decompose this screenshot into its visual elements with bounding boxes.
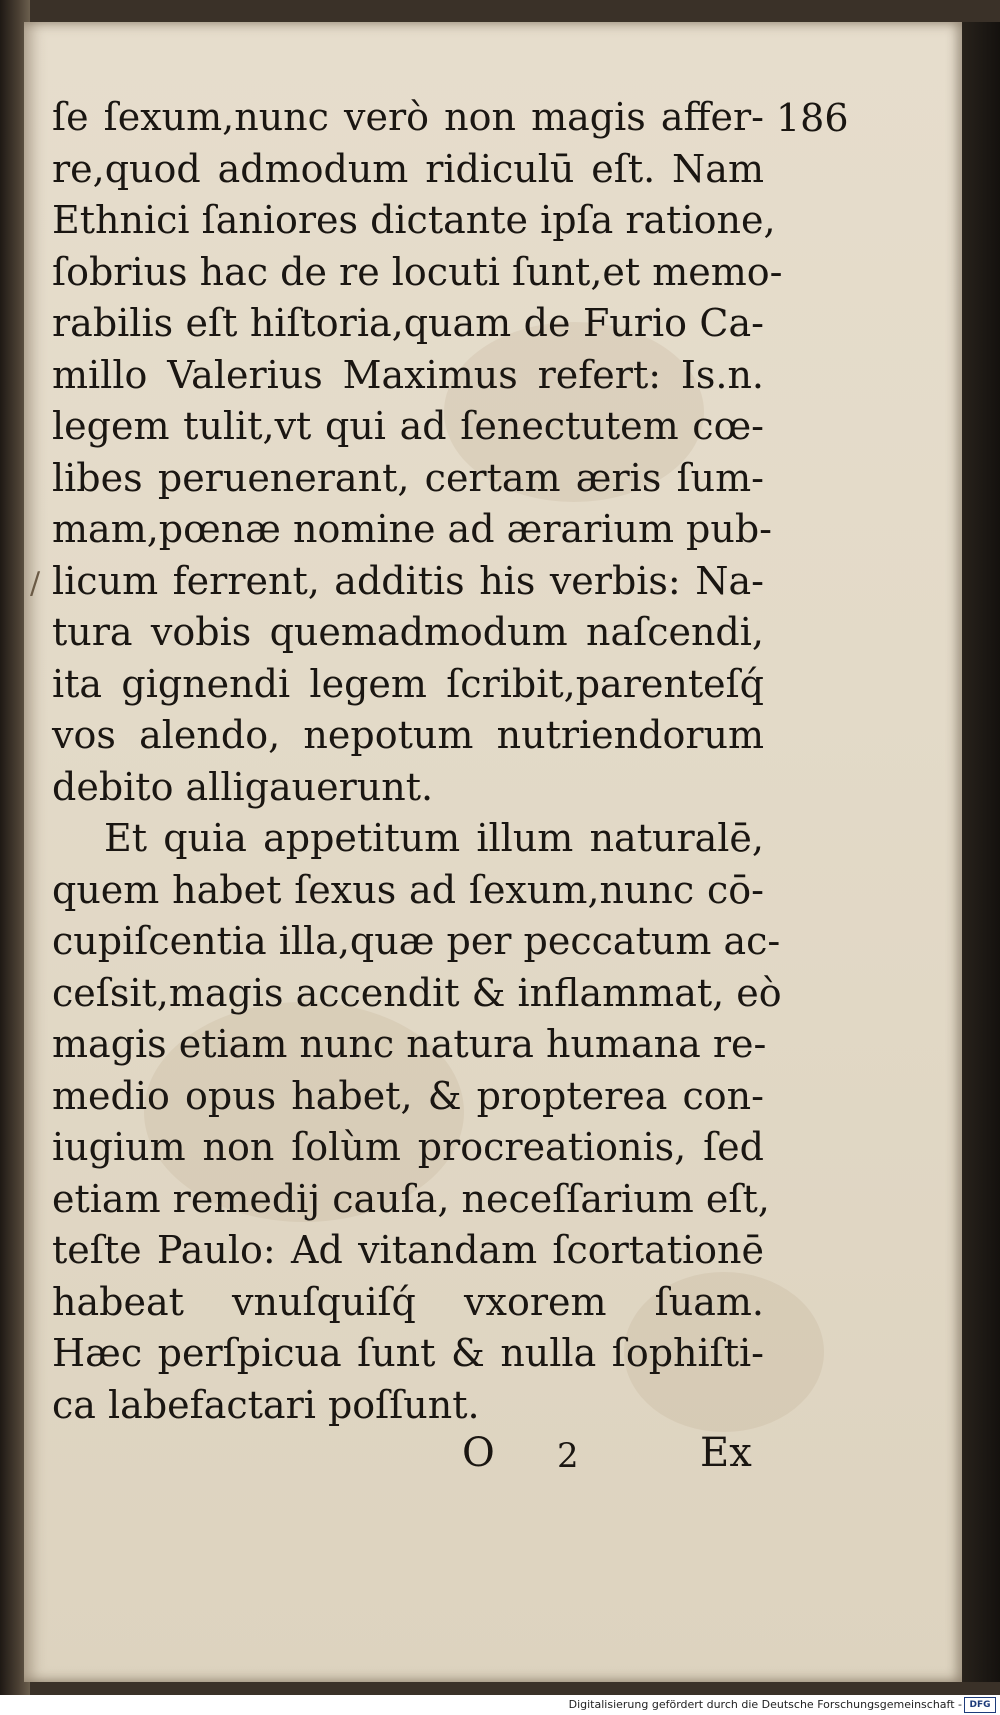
margin-mark: / — [30, 566, 41, 601]
text-line: Ethnici ſaniores dictante ipſa ratione, — [52, 198, 776, 242]
footer-credit: Digitalisierung gefördert durch die Deutsche Forschungsgemeinschaft - — [568, 1698, 962, 1711]
text-line: teſte Paulo: Ad vitandam ſcortationē — [52, 1228, 764, 1272]
signature-number: 2 — [557, 1436, 579, 1476]
text-line: rabilis eſt hiſtoria,quam de Furio Ca- — [52, 301, 764, 345]
book-right-edge — [958, 22, 1000, 1682]
text-line: ca labefactari poſſunt. — [52, 1382, 480, 1427]
text-line: licum ferrent, additis his verbis: Na- — [52, 558, 764, 603]
text-line: vos alendo, nepotum nutriendorum — [52, 713, 764, 757]
text-line: debito alligauerunt. — [52, 764, 434, 809]
signature-mark: O — [462, 1430, 495, 1476]
text-line: libes peruenerant, certam æris ſum- — [52, 455, 764, 500]
body-text — [52, 92, 783, 1431]
text-line: tura vobis quemadmodum naſcendi, — [52, 610, 764, 654]
text-line: legem tulit,vt qui ad ſenectutem cœ- — [52, 404, 764, 448]
page-number: 186 — [776, 96, 849, 140]
text-line: ſobrius hac de re locuti ſunt,et memo- — [52, 249, 783, 294]
catchword: Ex — [700, 1430, 752, 1476]
text-line: ita gignendi legem ſcribit,parenteſq́ — [52, 661, 764, 706]
text-line: habeat vnuſquiſq́ vxorem ſuam. — [52, 1279, 764, 1324]
text-line: Hæc perſpicua ſunt & nulla ſophiſti- — [52, 1331, 764, 1375]
text-line: etiam remedij cauſa, neceſſarium eſt, — [52, 1176, 770, 1221]
text-line: magis etiam nunc natura humana re- — [52, 1022, 767, 1066]
text-line: mam,pœnæ nomine ad ærarium pub- — [52, 507, 773, 551]
text-line: medio opus habet, & propterea con- — [52, 1073, 764, 1118]
text-line: quem habet ſexus ad ſexum,nunc cō- — [52, 867, 764, 912]
text-line: cupiſcentia illa,quæ per peccatum ac- — [52, 919, 781, 963]
dfg-logo: DFG — [964, 1697, 996, 1713]
text-line: iugium non ſolùm procreationis, ſed — [52, 1125, 764, 1169]
text-line: ſe ſexum,nunc verò non magis affer- — [52, 95, 764, 139]
text-line: millo Valerius Maximus refert: Is.n. — [52, 352, 764, 397]
text-line: re,quod admodum ridiculū eſt. Nam — [52, 146, 764, 191]
digitization-footer — [0, 1695, 1000, 1715]
text-line: Et quia appetitum illum naturalē, — [104, 816, 764, 860]
text-line: ceſsit,magis accendit & inflammat, eò — [52, 970, 782, 1015]
